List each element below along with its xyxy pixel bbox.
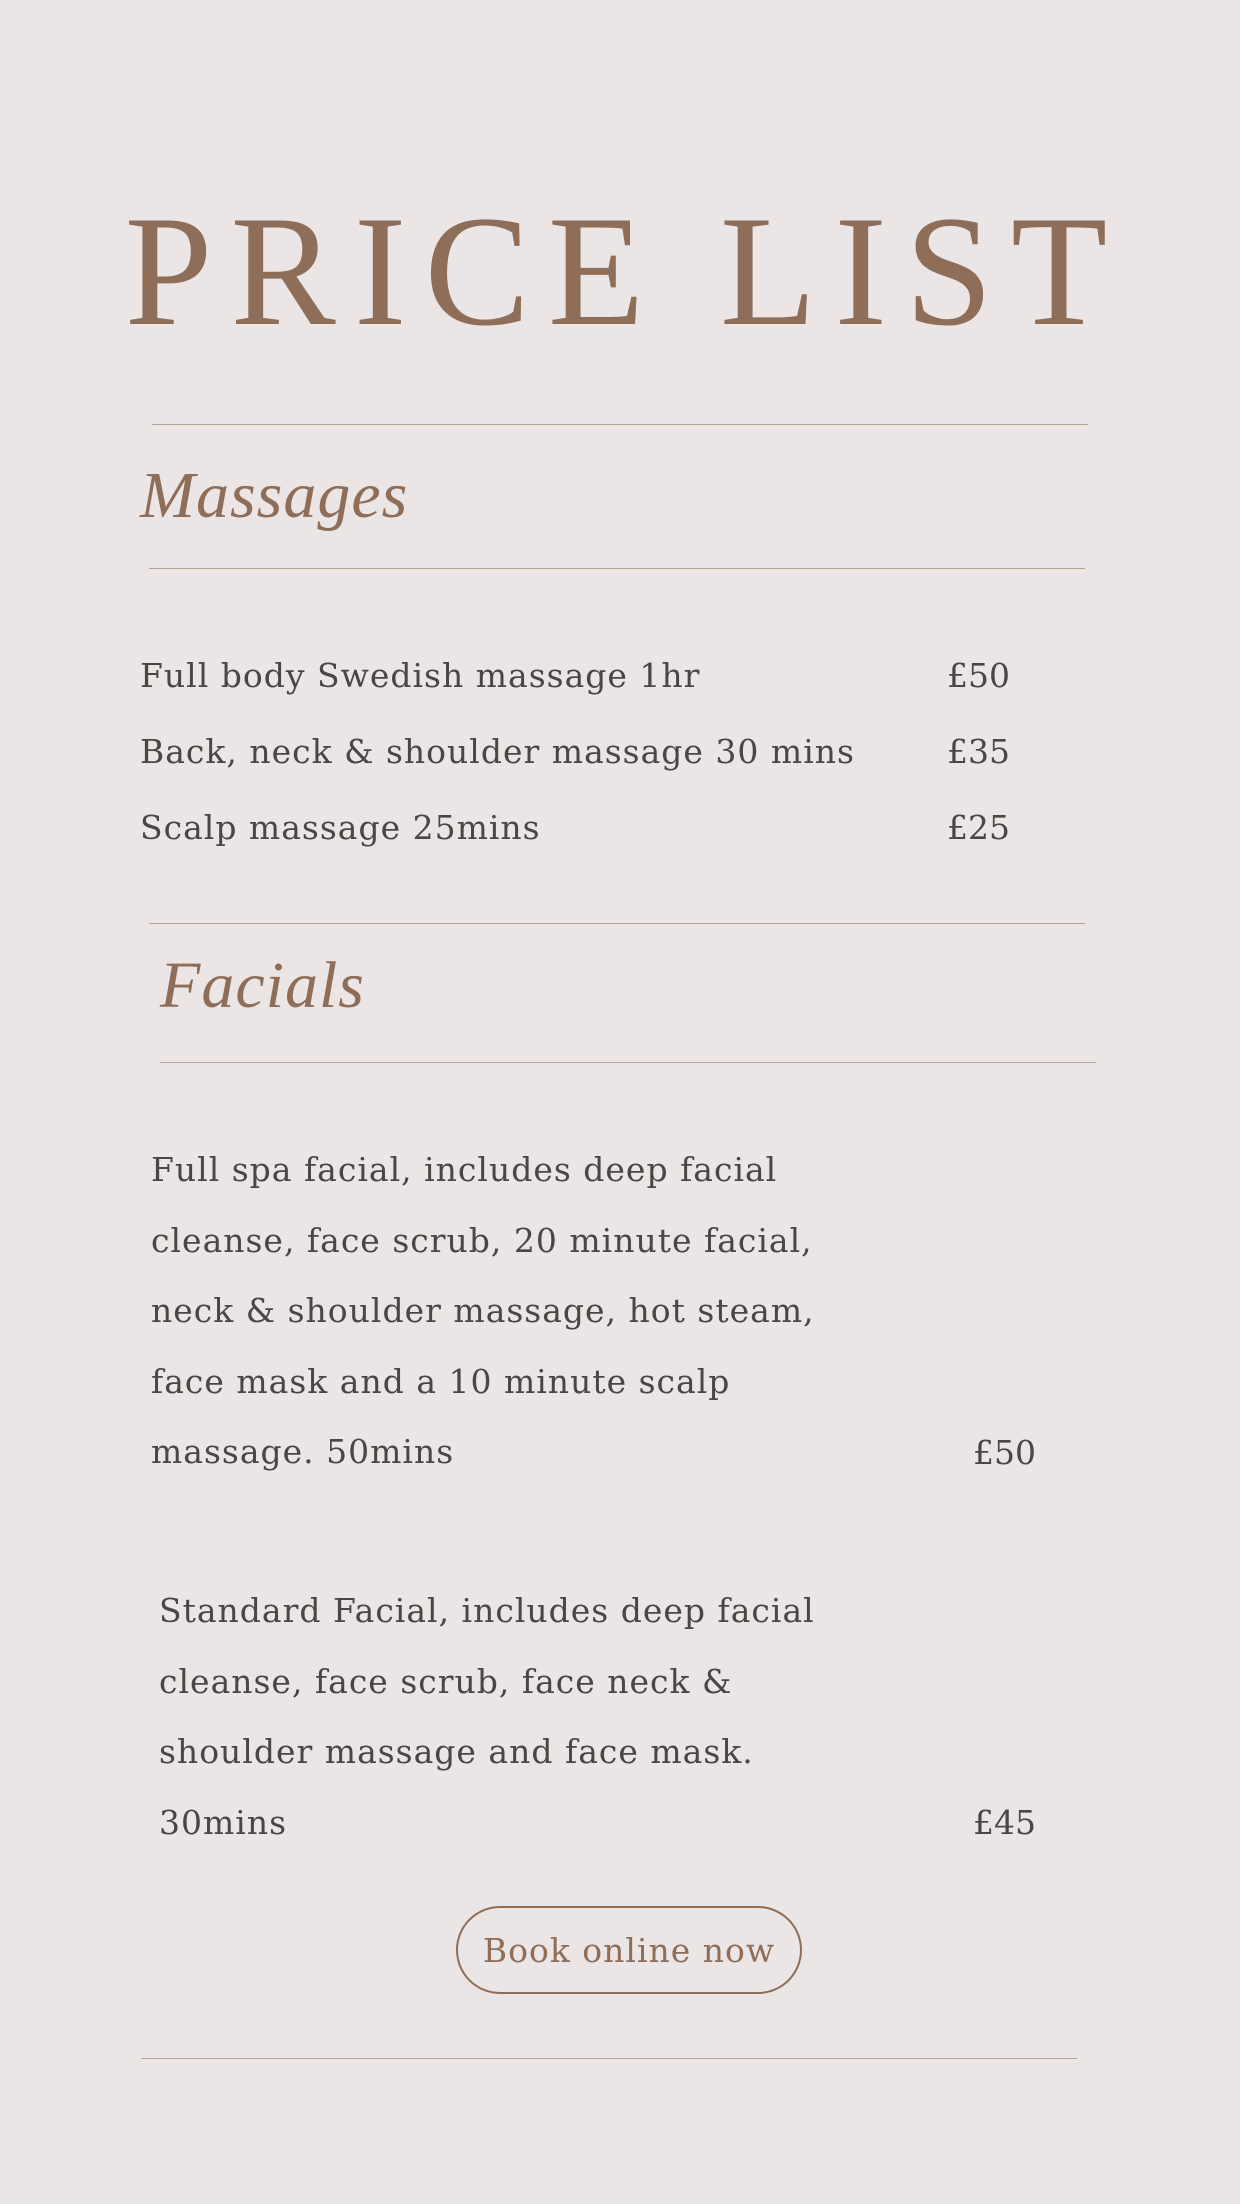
item-description: Full spa facial, includes deep facial cleanse, face scrub, 20 minute facial, neck & shoulder massage, hot steam, face mask and a 10 minute scalp massage. 50mins <box>151 1150 815 1471</box>
item-price: £50 <box>973 1433 1036 1472</box>
divider-massages-heading <box>149 568 1085 569</box>
item-price: £45 <box>973 1803 1036 1842</box>
section-heading-massages: Massages <box>140 459 409 532</box>
item-name: Back, neck & shoulder massage 30 mins <box>140 732 855 771</box>
section-heading-facials: Facials <box>160 949 365 1022</box>
item-name: Full body Swedish massage 1hr <box>140 656 701 695</box>
divider-bottom <box>141 2058 1077 2059</box>
item-price: £25 <box>947 808 1010 847</box>
divider-facials-top <box>149 923 1085 924</box>
item-description: Standard Facial, includes deep facial cleanse, face scrub, face neck & shoulder massage and face mask. 30mins <box>159 1591 815 1842</box>
page-title: PRICE LIST <box>124 184 1126 359</box>
item-name: Scalp massage 25mins <box>140 808 541 847</box>
item-price: £50 <box>947 656 1010 695</box>
divider-facials-heading <box>160 1062 1096 1063</box>
book-online-button[interactable]: Book online now <box>456 1906 802 1994</box>
divider-top <box>152 424 1088 425</box>
item-price: £35 <box>947 732 1010 771</box>
